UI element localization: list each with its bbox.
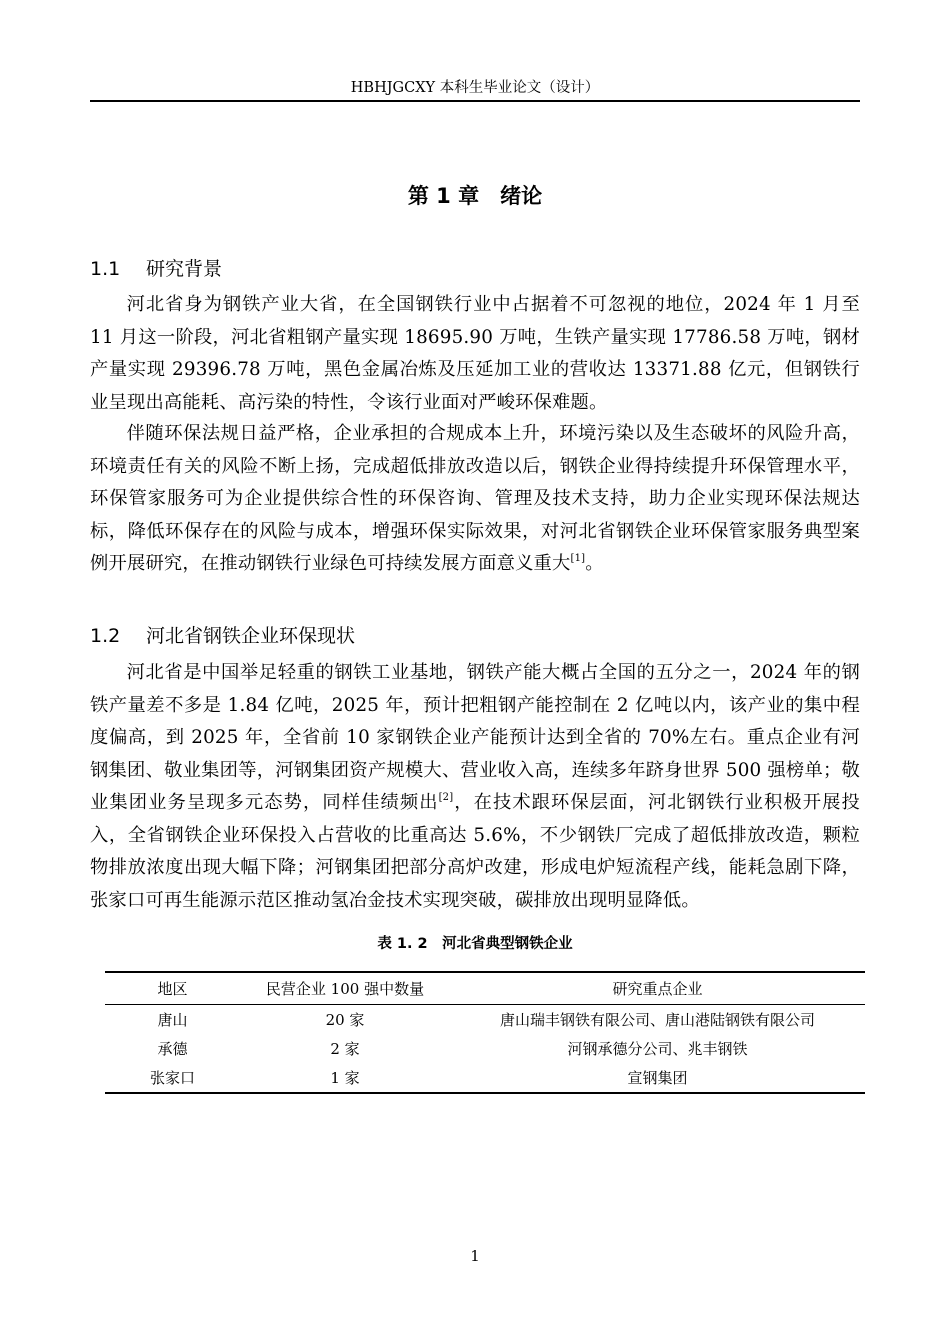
chapter-title: 第 1 章 绪论 (407, 184, 543, 208)
cell-enterprises: 河钢承德分公司、兆丰钢铁 (567, 1040, 748, 1058)
cell-region: 张家口 (149, 1069, 195, 1087)
paragraph (90, 418, 860, 581)
section-title: 研究背景 (146, 258, 223, 280)
column-header: 民营企业 100 强中数量 (265, 980, 425, 998)
cell-enterprises: 唐山瑞丰钢铁有限公司、唐山港陆钢铁有限公司 (499, 1011, 815, 1029)
column-header: 地区 (157, 980, 188, 998)
table-row (105, 1034, 865, 1063)
cell-count: 2 家 (330, 1040, 360, 1058)
table-caption: 表 1. 2 河北省典型钢铁企业 (377, 936, 573, 952)
table-header-row (105, 972, 865, 1005)
paragraph: 河北省身为钢铁产业大省，在全国钢铁行业中占据着不可忽视的地位，2024 年 1 月至 11 月这一阶段，河北省粗钢产量实现 18695.90 万吨，生铁产量实现 17786.58 万吨，钢材产量实现 29396.78 万吨，黑色金属冶炼及压延加工业的营收达 13371.88 亿元，但钢铁行业呈现出高能耗、高污染的特性，令该行业面对严峻环保难题。 (90, 294, 860, 413)
paragraph-text: 伴随环保法规日益严格，企业承担的合规成本上升，环境污染以及生态破坏的风险升高，环境责任有关的风险不断上扬，完成超低排放改造以后，钢铁企业得持续提升环保管理水平，环保管家服务可为企业提供综合性的环保咨询、管理及技术支持，助力企业实现环保法规达标，降低环保存在的风险与成本，增强环保实际效果，对河北省钢铁企业环保管家服务典型案例开展研究，在推动钢铁行业绿色可持续发展方面意义重大 (90, 423, 860, 574)
paragraph-text: ，在技术跟环保层面，河北钢铁行业积极开展投入，全省钢铁企业环保投入占营收的比重高达 5.6%，不少钢铁厂完成了超低排放改造，颗粒物排放浓度出现大幅下降；河钢集团把部分高炉改建，形成电炉短流程产线，能耗急剧下降，张家口可再生能源示范区推动氢冶金技术实现突破，碳排放出现明显降低。 (90, 792, 861, 911)
cell-region: 承德 (157, 1040, 188, 1058)
header-rule (90, 100, 860, 102)
citation: [1] (570, 553, 586, 564)
paragraph-text: 河北省是中国举足轻重的钢铁工业基地，钢铁产能大概占全国的五分之一，2024 年的钢铁产量差不多是 1.84 亿吨，2025 年，预计把粗钢产能控制在 2 亿吨以内，该产业的集中程度偏高，到 2025 年，全省前 10 家钢铁企业产能预计达到全省的 70%左右。重点企业有河钢集团、敬业集团等，河钢集团资产规模大、营业收入高，连续多年跻身世界 500 强榜单；敬业集团业务呈现多元态势，同样佳绩频出 (90, 662, 860, 813)
table-row (105, 1063, 865, 1093)
citation: [2] (438, 792, 454, 803)
section-title: 河北省钢铁企业环保现状 (146, 625, 356, 647)
enterprise-table (105, 971, 865, 1094)
section-number: 1.2 (90, 625, 121, 647)
cell-region: 唐山 (157, 1011, 188, 1029)
section-heading-1-1 (90, 254, 222, 281)
cell-enterprises: 宣钢集团 (627, 1069, 688, 1087)
page-header: HBHJGCXY 本科生毕业论文（设计） (350, 80, 600, 96)
page-number: 1 (470, 1247, 480, 1265)
column-header: 研究重点企业 (612, 980, 703, 998)
paragraph-text: 。 (585, 553, 604, 574)
cell-count: 20 家 (325, 1011, 365, 1029)
cell-count: 1 家 (330, 1069, 360, 1087)
section-heading-1-2 (90, 621, 355, 648)
table-row (105, 1005, 865, 1035)
section-number: 1.1 (90, 258, 121, 280)
paragraph (90, 657, 860, 917)
